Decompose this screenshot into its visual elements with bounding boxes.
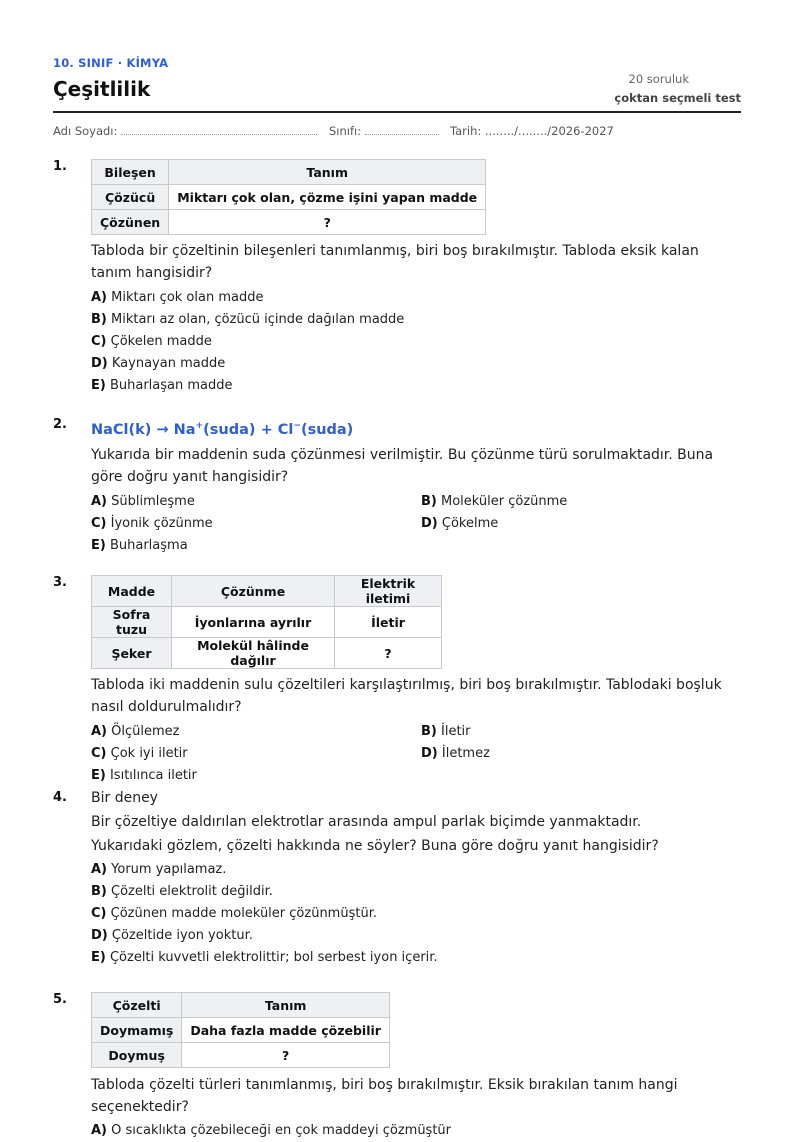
option-e[interactable]: E) Buharlaşma: [91, 537, 188, 553]
question-stem: Tabloda bir çözeltinin bileşenleri tanımlanmış, biri boş bırakılmıştır. Tabloda eksik kalan tanım hangisidir?: [91, 243, 699, 281]
question-stem: Tabloda çözelti türleri tanımlanmış, biri boş bırakılmıştır. Eksik bırakılan tanım hangi seçenektedir?: [91, 1077, 678, 1115]
question-stem: Tabloda iki maddenin sulu çözeltileri karşılaştırılmış, biri boş bırakılmıştır. Tablodaki boşluk nasıl doldurulmalıdır?: [91, 677, 722, 715]
options-list: [91, 1120, 741, 1142]
option-c[interactable]: C) Çözünen madde moleküler çözünmüştür.: [91, 906, 377, 921]
option-d[interactable]: D) İletmez: [421, 746, 490, 761]
class-blank: [365, 124, 439, 135]
table-cell: Daha fazla madde çözebilir: [182, 1018, 390, 1043]
option-a[interactable]: A) Süblimleşme: [91, 493, 195, 509]
table-cell: ?: [169, 210, 486, 235]
table-header: Tanım: [182, 993, 390, 1018]
table-cell: Çözücü: [92, 185, 169, 210]
table-header: Tanım: [169, 160, 486, 185]
options-list: [91, 721, 741, 787]
option-b[interactable]: B) Çözelti elektrolit değildir.: [91, 884, 273, 899]
class-field[interactable]: [329, 124, 439, 138]
table-header: Elektrik iletimi: [335, 576, 442, 607]
question-number: 4.: [53, 790, 67, 805]
student-info-row: [53, 124, 741, 140]
option-c[interactable]: C) Çok iyi iletir: [91, 746, 188, 761]
chemical-equation: NaCl(k) → Na+(suda) + Cl−(suda): [91, 421, 354, 438]
question-number: 1.: [53, 159, 67, 174]
table-header: Çözelti: [92, 993, 182, 1018]
option-a[interactable]: A) Ölçülemez: [91, 724, 180, 739]
name-blank: [121, 124, 317, 135]
options-list: [91, 287, 741, 397]
definition-table: [91, 159, 486, 235]
question-body: [91, 159, 741, 397]
option-a[interactable]: A) O sıcaklıkta çözebileceği en çok maddeyi çözmüştür: [91, 1123, 452, 1138]
options-list: [91, 491, 741, 557]
option-b[interactable]: B) İletir: [421, 724, 471, 739]
option-e[interactable]: E) Buharlaşan madde: [91, 378, 233, 393]
option-d[interactable]: D) Kaynayan madde: [91, 356, 226, 371]
table-cell: Molekül hâlinde dağılır: [172, 638, 335, 669]
question-number: 2.: [53, 417, 67, 432]
question-stem: Yukarıdaki gözlem, çözelti hakkında ne söyler? Buna göre doğru yanıt hangisidir?: [91, 838, 659, 854]
option-b[interactable]: B) Miktarı az olan, çözücü içinde dağılan madde: [91, 312, 405, 327]
name-field[interactable]: [53, 124, 317, 138]
observation-text: Bir çözeltiye daldırılan elektrotlar arasında ampul parlak biçimde yanmaktadır.: [91, 814, 642, 830]
question-count: 20 soruluk: [628, 72, 689, 86]
table-cell: Doymamış: [92, 1018, 182, 1043]
question-body: [91, 575, 741, 787]
table-cell: ?: [335, 638, 442, 669]
table-cell: Miktarı çok olan, çözme işini yapan madde: [169, 185, 486, 210]
question-number: 3.: [53, 575, 67, 590]
option-c[interactable]: C) İyonik çözünme: [91, 515, 213, 531]
date-field[interactable]: [450, 124, 614, 138]
table-header: Çözünme: [172, 576, 335, 607]
option-c[interactable]: C) Çökelen madde: [91, 334, 212, 349]
question-body: [91, 787, 741, 969]
table-cell: Sofra tuzu: [92, 607, 172, 638]
options-list: [91, 859, 741, 969]
definition-table: [91, 992, 390, 1068]
option-d[interactable]: D) Çözeltide iyon yoktur.: [91, 928, 253, 943]
option-a[interactable]: A) Miktarı çok olan madde: [91, 290, 264, 305]
page-title: Çeşitlilik: [53, 77, 151, 101]
worksheet-header: [53, 0, 741, 113]
subject-label: 10. SINIF · KİMYA: [53, 56, 169, 70]
option-d[interactable]: D) Çökelme: [421, 515, 499, 531]
table-cell: İyonlarına ayrılır: [172, 607, 335, 638]
table-header: Madde: [92, 576, 172, 607]
table-cell: Doymuş: [92, 1043, 182, 1068]
experiment-title: Bir deney: [91, 790, 158, 806]
comparison-table: [91, 575, 442, 669]
table-cell: Şeker: [92, 638, 172, 669]
worksheet-page: [53, 0, 741, 1138]
table-cell: İletir: [335, 607, 442, 638]
question-stem: Yukarıda bir maddenin suda çözünmesi verilmiştir. Bu çözünme türü sorulmaktadır. Buna göre doğru yanıt hangisidir?: [91, 446, 714, 485]
class-label: Sınıfı:: [329, 124, 362, 138]
table-cell: ?: [182, 1043, 390, 1068]
question-number: 5.: [53, 992, 67, 1007]
table-cell: Çözünen: [92, 210, 169, 235]
test-type: çoktan seçmeli test: [614, 91, 741, 105]
option-e[interactable]: E) Isıtılınca iletir: [91, 768, 197, 783]
date-label: Tarih: ......../......../2026-2027: [450, 124, 614, 138]
question-body: [91, 992, 741, 1142]
option-e[interactable]: E) Çözelti kuvvetli elektrolittir; bol serbest iyon içerir.: [91, 950, 438, 965]
table-header: Bileşen: [92, 160, 169, 185]
question-body: [91, 416, 741, 557]
name-label: Adı Soyadı:: [53, 124, 118, 138]
option-b[interactable]: B) Moleküler çözünme: [421, 493, 568, 509]
option-a[interactable]: A) Yorum yapılamaz.: [91, 862, 227, 877]
